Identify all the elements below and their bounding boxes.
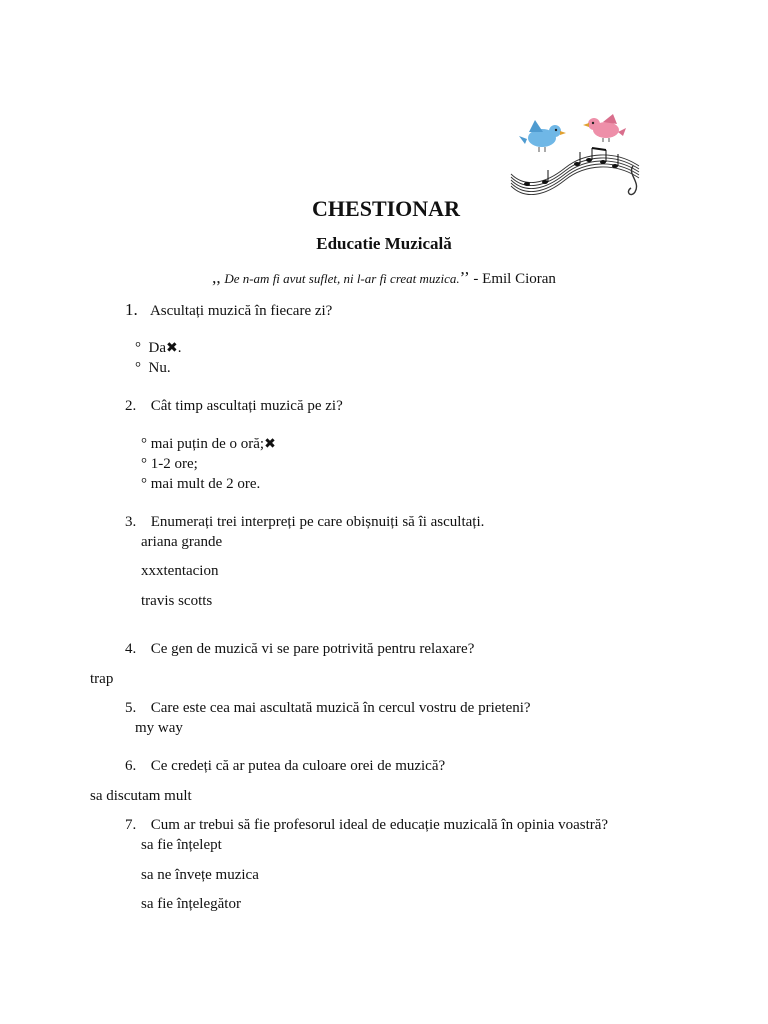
option-label: Nu. xyxy=(148,360,171,376)
option-bullet: ° xyxy=(135,360,141,376)
question-2 xyxy=(125,399,343,414)
page-subtitle: Educatie Muzicală xyxy=(316,234,452,253)
quote-open: ,, xyxy=(212,268,221,287)
question-text: Ce gen de muzică vi se pare potrivită pentru relaxare? xyxy=(150,641,475,657)
question-number: 4. xyxy=(125,641,137,657)
question-6 xyxy=(125,759,445,774)
question-1 xyxy=(125,301,332,319)
option-label: ° 1-2 ore; xyxy=(141,456,198,472)
answer-text: my way xyxy=(135,720,183,736)
answer-text: xxxtentacion xyxy=(141,563,219,579)
answer-text: trap xyxy=(90,671,114,687)
question-7 xyxy=(125,818,608,833)
option-nu[interactable] xyxy=(135,361,171,376)
question-number: 7. xyxy=(125,817,137,833)
question-text: Enumerați trei interpreți pe care obișnuiți să îi ascultați. xyxy=(150,514,485,530)
page-title: CHESTIONAR xyxy=(312,196,460,221)
question-text: Cum ar trebui să fie profesorul ideal de educație muzicală în opinia voastră? xyxy=(150,817,609,833)
pink-bird-icon xyxy=(583,114,626,142)
answer-text: sa ne învețe muzica xyxy=(141,867,259,883)
answer-text: ariana grande xyxy=(141,534,223,550)
option-tail: . xyxy=(177,340,182,356)
question-number: 1. xyxy=(125,300,138,319)
quote-author: - Emil Cioran xyxy=(473,271,556,287)
answer-text: sa discutam mult xyxy=(90,788,192,804)
question-number: 3. xyxy=(125,514,137,530)
cross-mark-icon: ✖ xyxy=(264,437,276,452)
option-under-one-hour[interactable] xyxy=(141,437,276,452)
question-number: 6. xyxy=(125,758,137,774)
question-text: Care este cea mai ascultată muzică în cercul vostru de prieteni? xyxy=(150,700,531,716)
question-text: Ce credeți că ar putea da culoare orei de muzică? xyxy=(150,758,446,774)
cross-mark-icon: ✖ xyxy=(166,341,178,356)
option-one-two-hours[interactable] xyxy=(141,457,198,472)
question-text: Cât timp ascultați muzică pe zi? xyxy=(150,398,343,414)
answer-text: travis scotts xyxy=(141,593,213,609)
option-bullet: ° xyxy=(135,340,141,356)
answer-text: sa fie înțelept xyxy=(141,837,222,853)
option-label: Da xyxy=(148,340,166,356)
option-da[interactable] xyxy=(135,341,181,356)
question-5 xyxy=(125,701,531,716)
question-number: 5. xyxy=(125,700,137,716)
option-label: ° mai puțin de o oră; xyxy=(141,436,265,452)
option-label: ° mai mult de 2 ore. xyxy=(141,476,261,492)
question-text: Ascultați muzică în fiecare zi? xyxy=(149,303,333,319)
quote-text: De n-am fi avut suflet, ni l-ar fi creat muzica. xyxy=(224,271,460,286)
blue-bird-icon xyxy=(519,120,566,152)
quote-close: ’’ xyxy=(459,268,470,287)
answer-text: sa fie înțelegător xyxy=(141,896,241,912)
question-4 xyxy=(125,642,474,657)
question-3 xyxy=(125,515,484,530)
option-over-two-hours[interactable] xyxy=(141,477,260,492)
quote xyxy=(0,269,768,287)
question-number: 2. xyxy=(125,398,137,414)
birds-music-notes-icon xyxy=(505,92,647,214)
